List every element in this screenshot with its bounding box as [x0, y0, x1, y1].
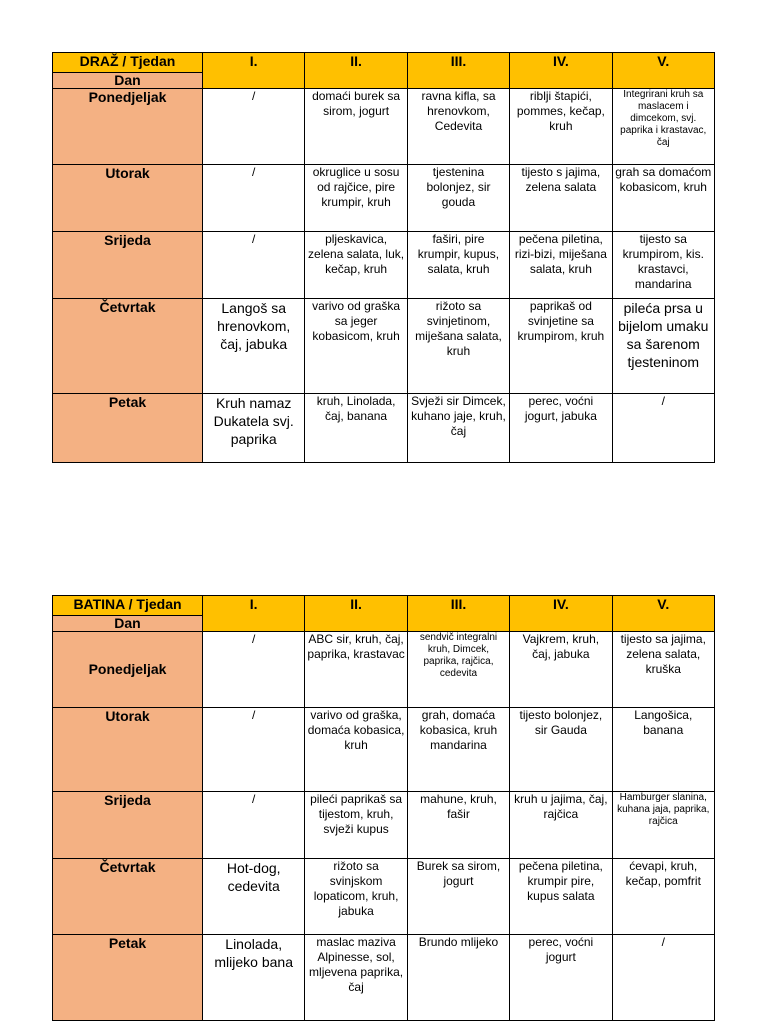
- table-row: [53, 935, 715, 1021]
- menu-cell: perec, voćni jogurt, jabuka: [510, 394, 612, 463]
- week-header: V.: [612, 596, 714, 632]
- menu-cell: tijesto sa krumpirom, kis. krastavci, mandarina: [612, 232, 714, 299]
- menu-cell: tijesto bolonjez, sir Gauda: [510, 708, 612, 792]
- menu-cell: Hamburger slanina, kuhana jaja, paprika, rajčica: [612, 792, 714, 859]
- menu-cell: ćevapi, kruh, kečap, pomfrit: [612, 859, 714, 935]
- table-row: [53, 394, 715, 463]
- menu-cell: Vajkrem, kruh, čaj, jabuka: [510, 632, 612, 708]
- day-label: Srijeda: [53, 792, 203, 859]
- menu-cell: Hot-dog, cedevita: [203, 859, 305, 935]
- menu-cell: maslac maziva Alpinesse, sol, mljevena paprika, čaj: [305, 935, 407, 1021]
- menu-cell: tijesto sa jajima, zelena salata, kruška: [612, 632, 714, 708]
- menu-cell: Brundo mlijeko: [407, 935, 509, 1021]
- school-week-header: DRAŽ / Tjedan: [53, 53, 203, 73]
- menu-cell: /: [612, 935, 714, 1021]
- menu-cell: tjestenina bolonjez, sir gouda: [407, 165, 509, 232]
- menu-table-draz: [52, 52, 715, 463]
- menu-cell: Kruh namaz Dukatela svj. paprika: [203, 394, 305, 463]
- table-row: [53, 859, 715, 935]
- menu-cell: Svježi sir Dimcek, kuhano jaje, kruh, čaj: [407, 394, 509, 463]
- menu-cell: /: [612, 394, 714, 463]
- day-label: Ponedjeljak: [53, 632, 203, 708]
- week-header: III.: [407, 596, 509, 632]
- menu-cell: sendvič integralni kruh, Dimcek, paprika, rajčica, cedevita: [407, 632, 509, 708]
- menu-cell: /: [203, 792, 305, 859]
- menu-cell: /: [203, 232, 305, 299]
- school-week-header: BATINA / Tjedan: [53, 596, 203, 616]
- table-row: [53, 232, 715, 299]
- menu-cell: paprikaš od svinjetine sa krumpirom, kruh: [510, 299, 612, 394]
- menu-table-batina: [52, 595, 715, 1021]
- menu-cell: okruglice u sosu od rajčice, pire krumpir, kruh: [305, 165, 407, 232]
- menu-cell: pljeskavica, zelena salata, luk, kečap, kruh: [305, 232, 407, 299]
- menu-cell: faširi, pire krumpir, kupus, salata, kruh: [407, 232, 509, 299]
- table-row: [53, 632, 715, 708]
- menu-cell: Linolada, mlijeko bana: [203, 935, 305, 1021]
- menu-cell: rižoto sa svinjetinom, miješana salata, kruh: [407, 299, 509, 394]
- menu-cell: pečena piletina, krumpir pire, kupus salata: [510, 859, 612, 935]
- menu-cell: ravna kifla, sa hrenovkom, Cedevita: [407, 89, 509, 165]
- week-header: III.: [407, 53, 509, 89]
- table-row: [53, 708, 715, 792]
- menu-cell: pileći paprikaš sa tijestom, kruh, svježi kupus: [305, 792, 407, 859]
- menu-cell: tijesto s jajima, zelena salata: [510, 165, 612, 232]
- day-label: Četvrtak: [53, 859, 203, 935]
- week-header: I.: [203, 596, 305, 632]
- week-header: II.: [305, 596, 407, 632]
- menu-cell: perec, voćni jogurt: [510, 935, 612, 1021]
- table-row: [53, 299, 715, 394]
- day-label: Ponedjeljak: [53, 89, 203, 165]
- table-row: [53, 792, 715, 859]
- menu-cell: Langošica, banana: [612, 708, 714, 792]
- menu-cell: Integrirani kruh sa maslacem i dimcekom, svj. paprika i krastavac, čaj: [612, 89, 714, 165]
- day-column-header: Dan: [53, 616, 203, 632]
- menu-cell: kruh u jajima, čaj, rajčica: [510, 792, 612, 859]
- menu-cell: kruh, Linolada, čaj, banana: [305, 394, 407, 463]
- menu-cell: ABC sir, kruh, čaj, paprika, krastavac: [305, 632, 407, 708]
- day-label: Srijeda: [53, 232, 203, 299]
- week-header: II.: [305, 53, 407, 89]
- day-label: Utorak: [53, 708, 203, 792]
- menu-cell: pečena piletina, rizi-bizi, miješana salata, kruh: [510, 232, 612, 299]
- menu-cell: varivo od graška sa jeger kobasicom, kruh: [305, 299, 407, 394]
- day-column-header: Dan: [53, 73, 203, 89]
- day-label: Petak: [53, 935, 203, 1021]
- week-header: I.: [203, 53, 305, 89]
- day-label: Petak: [53, 394, 203, 463]
- menu-cell: grah sa domaćom kobasicom, kruh: [612, 165, 714, 232]
- menu-cell: domaći burek sa sirom, jogurt: [305, 89, 407, 165]
- menu-cell: /: [203, 632, 305, 708]
- menu-cell: /: [203, 89, 305, 165]
- menu-cell: mahune, kruh, fašir: [407, 792, 509, 859]
- week-header: IV.: [510, 596, 612, 632]
- day-label: Četvrtak: [53, 299, 203, 394]
- menu-cell: /: [203, 165, 305, 232]
- menu-cell: Langoš sa hrenovkom, čaj, jabuka: [203, 299, 305, 394]
- menu-cell: riblji štapići, pommes, kečap, kruh: [510, 89, 612, 165]
- week-header: IV.: [510, 53, 612, 89]
- menu-cell: grah, domaća kobasica, kruh mandarina: [407, 708, 509, 792]
- week-header: V.: [612, 53, 714, 89]
- day-label: Utorak: [53, 165, 203, 232]
- table-row: [53, 89, 715, 165]
- menu-cell: rižoto sa svinjskom lopaticom, kruh, jabuka: [305, 859, 407, 935]
- menu-cell: /: [203, 708, 305, 792]
- menu-cell: pileća prsa u bijelom umaku sa šarenom tjesteninom: [612, 299, 714, 394]
- menu-cell: varivo od graška, domaća kobasica, kruh: [305, 708, 407, 792]
- table-row: [53, 165, 715, 232]
- menu-cell: Burek sa sirom, jogurt: [407, 859, 509, 935]
